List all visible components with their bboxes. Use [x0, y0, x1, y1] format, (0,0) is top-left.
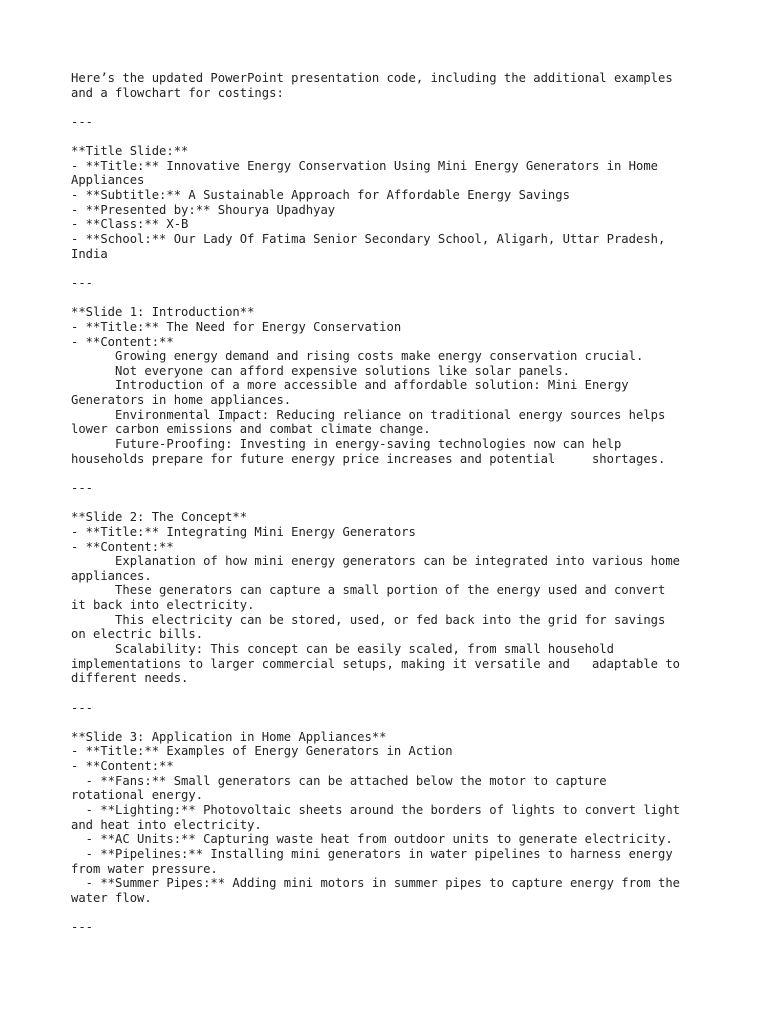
text-line: - **Content:** [71, 334, 174, 349]
text-line: Scalability: This concept can be easily scaled, from small household [71, 641, 614, 656]
text-line: India [71, 246, 108, 261]
section-heading: **Title Slide:** [71, 144, 189, 159]
text-line [71, 261, 708, 276]
text-line [71, 130, 708, 145]
text-line: - **Title:** Integrating Mini Energy Generators [71, 524, 416, 539]
text-line: Growing energy demand and rising costs make energy conservation crucial. [71, 349, 644, 364]
text-line: - **School:** Our Lady Of Fatima Senior Secondary School, Aligarh, Uttar Pradesh, [71, 232, 666, 247]
text-line: - **Lighting:** Photovoltaic sheets around the borders of lights to convert light [71, 803, 681, 818]
text-line: on electric bills. [71, 627, 204, 642]
text-line: Generators in home appliances. [71, 393, 292, 408]
text-line [71, 496, 708, 511]
text-line: - **Content:** [71, 759, 174, 774]
text-line [71, 100, 708, 115]
text-line: - **Title:** The Need for Energy Conservation [71, 319, 402, 334]
text-line: implementations to larger commercial setups, making it versatile and adaptable to [71, 656, 681, 671]
text-line [71, 466, 708, 481]
text-line: - **Pipelines:** Installing mini generators in water pipelines to harness energy [71, 846, 673, 861]
section-heading: **Slide 3: Application in Home Appliances** [71, 729, 387, 744]
separator-line: --- [71, 920, 94, 935]
text-line: Introduction of a more accessible and affordable solution: Mini Energy [71, 378, 629, 393]
text-line [71, 906, 708, 921]
separator-line: --- [71, 275, 94, 290]
text-line: These generators can capture a small portion of the energy used and convert [71, 583, 666, 598]
text-line: water flow. [71, 890, 152, 905]
text-line: - **Title:** Innovative Energy Conservation Using Mini Energy Generators in Home [71, 158, 658, 173]
text-line: - **Presented by:** Shourya Upadhyay [71, 202, 336, 217]
text-line: - **Subtitle:** A Sustainable Approach for Affordable Energy Savings [71, 188, 570, 203]
text-line [71, 715, 708, 730]
separator-line: --- [71, 480, 94, 495]
text-line [71, 291, 708, 306]
text-line: and heat into electricity. [71, 817, 262, 832]
text-line: and a flowchart for costings: [71, 85, 284, 100]
text-line: it back into electricity. [71, 598, 255, 613]
separator-line: --- [71, 700, 94, 715]
text-line: - **Content:** [71, 539, 174, 554]
section-heading: **Slide 1: Introduction** [71, 305, 255, 320]
text-line [71, 686, 708, 701]
text-line: households prepare for future energy price increases and potential shortages. [71, 451, 666, 466]
text-line: Not everyone can afford expensive solutions like solar panels. [71, 363, 570, 378]
text-line: - **Summer Pipes:** Adding mini motors in summer pipes to capture energy from the [71, 876, 681, 891]
text-line: from water pressure. [71, 861, 218, 876]
text-line: appliances. [71, 568, 152, 583]
text-line: - **Title:** Examples of Energy Generators in Action [71, 744, 453, 759]
text-line: different needs. [71, 671, 189, 686]
text-line: Environmental Impact: Reducing reliance on traditional energy sources helps [71, 407, 666, 422]
text-line: Appliances [71, 173, 145, 188]
text-line: Future-Proofing: Investing in energy-saving technologies now can help [71, 437, 622, 452]
text-line: This electricity can be stored, used, or fed back into the grid for savings [71, 612, 666, 627]
text-line: - **Fans:** Small generators can be attached below the motor to capture [71, 773, 607, 788]
text-line: Here’s the updated PowerPoint presentation code, including the additional examples [71, 71, 673, 85]
text-line: Explanation of how mini energy generators can be integrated into various home [71, 554, 681, 569]
text-line: lower carbon emissions and combat climate change. [71, 422, 431, 437]
text-line: - **Class:** X-B [71, 217, 189, 232]
section-heading: **Slide 2: The Concept** [71, 510, 248, 525]
separator-line: --- [71, 114, 94, 129]
text-line: - **AC Units:** Capturing waste heat from outdoor units to generate electricity. [71, 832, 673, 847]
text-line: rotational energy. [71, 788, 204, 803]
